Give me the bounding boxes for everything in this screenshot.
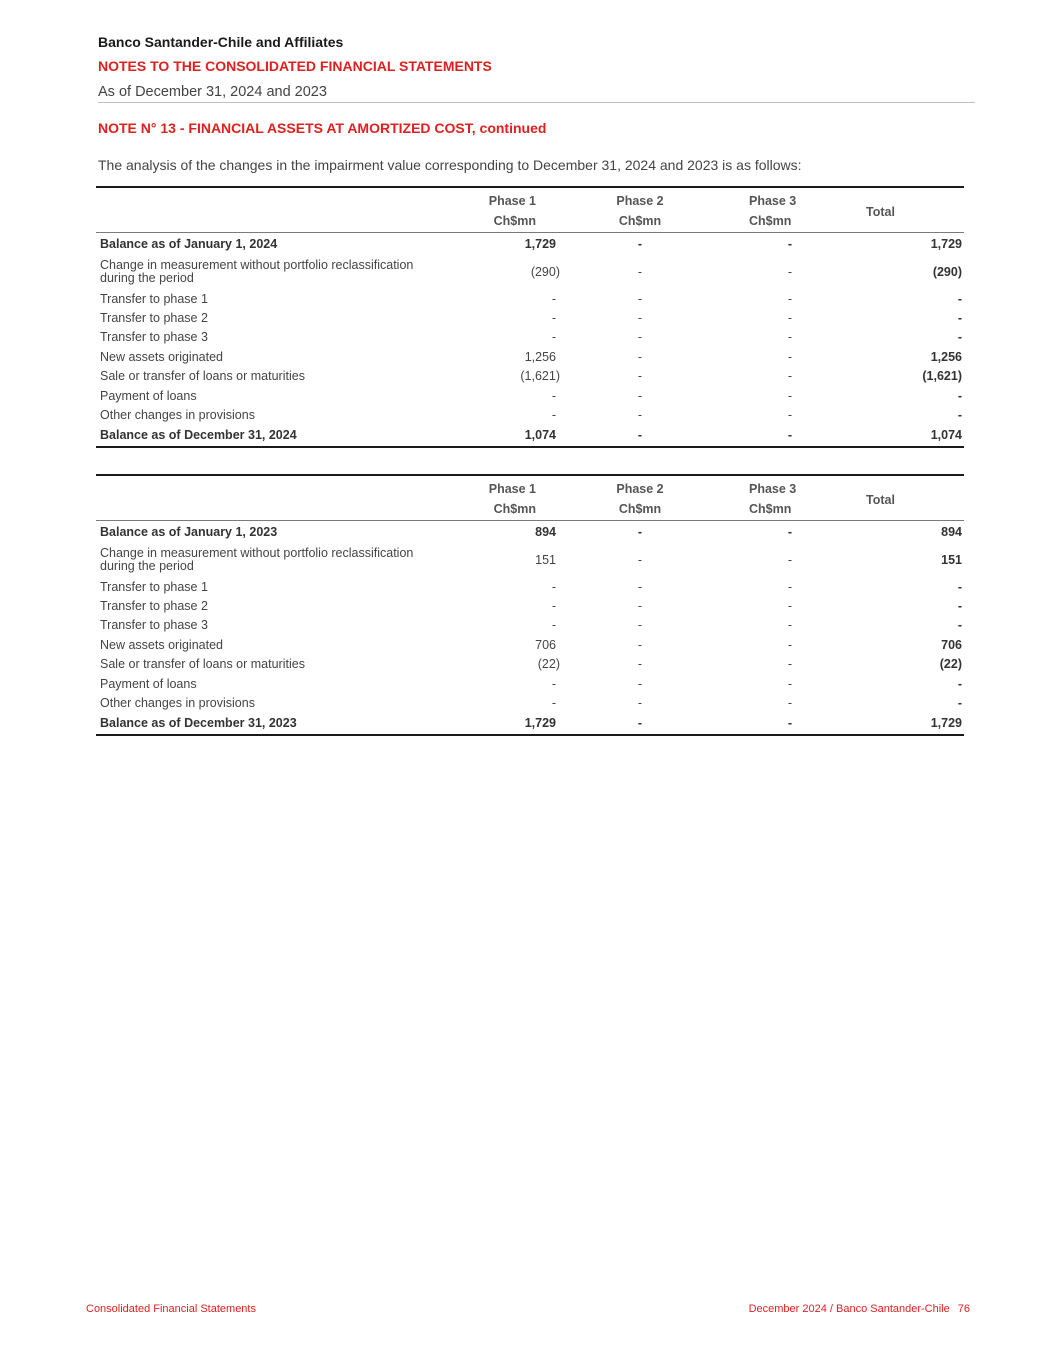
cell-phase2: - [568, 713, 712, 735]
cell-phase1: (1,621) [520, 369, 560, 384]
cell-phase3: - [787, 599, 792, 614]
table-row [96, 255, 964, 289]
table-row [96, 596, 964, 615]
cell-total: 1,729 [930, 237, 962, 251]
cell-phase2: - [637, 237, 643, 251]
cell-phase2: - [637, 408, 643, 423]
cell-phase2: - [637, 579, 643, 594]
cell-total: - [957, 599, 962, 614]
cell-phase3: - [787, 311, 792, 326]
period-subtitle: As of December 31, 2024 and 2023 [98, 84, 327, 100]
cell-total: 706 [941, 637, 962, 652]
header-divider [98, 102, 975, 103]
cell-phase3: - [787, 553, 792, 567]
row-label: Transfer to phase 3 [100, 330, 208, 345]
row-label: New assets originated [100, 637, 223, 652]
column-header-phase2: Phase 2 [568, 187, 712, 210]
cell-phase1: 1,729 [448, 713, 568, 735]
column-header-phase3: Phase 3 [712, 187, 842, 210]
cell-total: (290) [932, 265, 962, 279]
cell-phase1: 1,074 [448, 425, 568, 447]
table-row [96, 347, 964, 366]
row-label: Payment of loans [100, 388, 197, 403]
row-label: Transfer to phase 1 [100, 291, 208, 306]
cell-phase3: - [787, 237, 792, 251]
cell-total: 1,074 [842, 425, 964, 447]
row-label: Payment of loans [100, 676, 197, 691]
cell-phase3: - [712, 713, 842, 735]
cell-total: - [957, 388, 962, 403]
cell-total: (1,621) [922, 369, 962, 384]
cell-phase1: (22) [537, 657, 560, 672]
cell-phase1: 1,729 [524, 237, 556, 251]
cell-total: - [957, 408, 962, 423]
row-label: Balance as of December 31, 2023 [96, 713, 448, 735]
cell-total: - [957, 311, 962, 326]
column-unit-phase1: Ch$mn [448, 498, 568, 521]
column-header-total: Total [842, 187, 964, 233]
cell-phase1: - [551, 696, 556, 711]
cell-phase3: - [787, 291, 792, 306]
cell-phase1: - [551, 291, 556, 306]
cell-phase3: - [787, 579, 792, 594]
notes-title: NOTES TO THE CONSOLIDATED FINANCIAL STATEMENTS [98, 58, 492, 74]
cell-total: - [957, 330, 962, 345]
cell-phase1: - [551, 330, 556, 345]
column-unit-phase2: Ch$mn [568, 498, 712, 521]
cell-phase2: - [637, 265, 643, 279]
row-label: Balance as of January 1, 2024 [100, 237, 278, 251]
cell-phase1: - [551, 618, 556, 633]
cell-phase3: - [712, 425, 842, 447]
table-row [96, 713, 964, 735]
column-header-phase3: Phase 3 [712, 475, 842, 498]
cell-phase3: - [787, 657, 792, 672]
row-label: Balance as of December 31, 2024 [96, 425, 448, 447]
cell-phase2: - [637, 696, 643, 711]
cell-phase3: - [787, 696, 792, 711]
table-row [96, 635, 964, 654]
row-label: Transfer to phase 3 [100, 618, 208, 633]
cell-phase2: - [637, 553, 643, 567]
cell-total: 1,256 [930, 349, 962, 364]
cell-total: 1,729 [842, 713, 964, 735]
table-row [96, 289, 964, 308]
row-label: Other changes in provisions [100, 408, 255, 423]
impairment-table-2024 [96, 186, 964, 448]
table-row [96, 674, 964, 693]
table-row [96, 521, 964, 544]
cell-phase2: - [637, 657, 643, 672]
cell-total: - [957, 291, 962, 306]
cell-phase1: 151 [535, 553, 556, 567]
table-row [96, 577, 964, 596]
cell-phase1: - [551, 388, 556, 403]
footer-edition: December 2024 / Banco Santander-Chile [748, 1303, 950, 1315]
cell-phase1: 894 [535, 525, 556, 539]
table-row [96, 367, 964, 386]
row-label: Balance as of January 1, 2023 [100, 525, 278, 539]
cell-phase2: - [637, 676, 643, 691]
row-label: Sale or transfer of loans or maturities [100, 369, 305, 384]
cell-phase2: - [637, 369, 643, 384]
table-row [96, 616, 964, 635]
table-row [96, 405, 964, 424]
cell-phase2: - [637, 637, 643, 652]
cell-phase3: - [787, 369, 792, 384]
row-label: Sale or transfer of loans or maturities [100, 657, 305, 672]
cell-total: - [957, 676, 962, 691]
table-row [96, 693, 964, 712]
cell-total: 151 [941, 553, 962, 567]
column-unit-phase3: Ch$mn [712, 498, 842, 521]
column-unit-phase3: Ch$mn [712, 210, 842, 233]
table-row [96, 655, 964, 674]
row-label: Change in measurement without portfolio reclassification during the period [100, 545, 414, 573]
header-blank [96, 210, 448, 233]
table-row [96, 425, 964, 447]
column-unit-phase2: Ch$mn [568, 210, 712, 233]
table-row [96, 308, 964, 327]
table-row [96, 233, 964, 256]
cell-phase3: - [787, 525, 792, 539]
cell-phase1: - [551, 311, 556, 326]
cell-total: 894 [941, 525, 962, 539]
cell-phase3: - [787, 676, 792, 691]
row-label: Change in measurement without portfolio reclassification during the period [100, 257, 414, 285]
cell-phase3: - [787, 388, 792, 403]
page-number: 76 [957, 1303, 970, 1315]
intro-text: The analysis of the changes in the impairment value corresponding to December 31, 2024 and 2023 is as follows: [98, 157, 802, 173]
cell-phase2: - [568, 425, 712, 447]
table-row [96, 328, 964, 347]
cell-total: - [957, 618, 962, 633]
header-blank [96, 475, 448, 498]
cell-total: - [957, 579, 962, 594]
cell-phase1: - [551, 408, 556, 423]
cell-phase1: 706 [535, 637, 556, 652]
row-label: Other changes in provisions [100, 696, 255, 711]
cell-phase3: - [787, 637, 792, 652]
header-blank [96, 187, 448, 210]
cell-phase1: - [551, 676, 556, 691]
cell-total: - [957, 696, 962, 711]
company-name: Banco Santander-Chile and Affiliates [98, 34, 344, 50]
cell-phase1: - [551, 599, 556, 614]
table-row [96, 543, 964, 577]
cell-phase2: - [637, 349, 643, 364]
note-title: NOTE N° 13 - FINANCIAL ASSETS AT AMORTIZED COST, continued [98, 120, 547, 136]
column-header-phase1: Phase 1 [448, 187, 568, 210]
cell-phase2: - [637, 330, 643, 345]
column-header-total: Total [842, 475, 964, 521]
cell-phase2: - [637, 311, 643, 326]
cell-phase1: (290) [530, 265, 560, 279]
cell-phase1: - [551, 579, 556, 594]
cell-phase2: - [637, 599, 643, 614]
cell-phase2: - [637, 388, 643, 403]
impairment-table-2023 [96, 474, 964, 736]
cell-phase2: - [637, 618, 643, 633]
cell-total: (22) [939, 657, 962, 672]
row-label: New assets originated [100, 349, 223, 364]
table-row [96, 386, 964, 405]
row-label: Transfer to phase 2 [100, 311, 208, 326]
cell-phase3: - [787, 349, 792, 364]
cell-phase3: - [787, 408, 792, 423]
cell-phase1: 1,256 [524, 349, 556, 364]
cell-phase2: - [637, 291, 643, 306]
header-blank [96, 498, 448, 521]
column-unit-phase1: Ch$mn [448, 210, 568, 233]
column-header-phase1: Phase 1 [448, 475, 568, 498]
cell-phase3: - [787, 330, 792, 345]
column-header-phase2: Phase 2 [568, 475, 712, 498]
footer-document-title: Consolidated Financial Statements [86, 1303, 256, 1315]
row-label: Transfer to phase 2 [100, 599, 208, 614]
cell-phase2: - [637, 525, 643, 539]
row-label: Transfer to phase 1 [100, 579, 208, 594]
cell-phase3: - [787, 618, 792, 633]
cell-phase3: - [787, 265, 792, 279]
footer-right [749, 1303, 970, 1315]
